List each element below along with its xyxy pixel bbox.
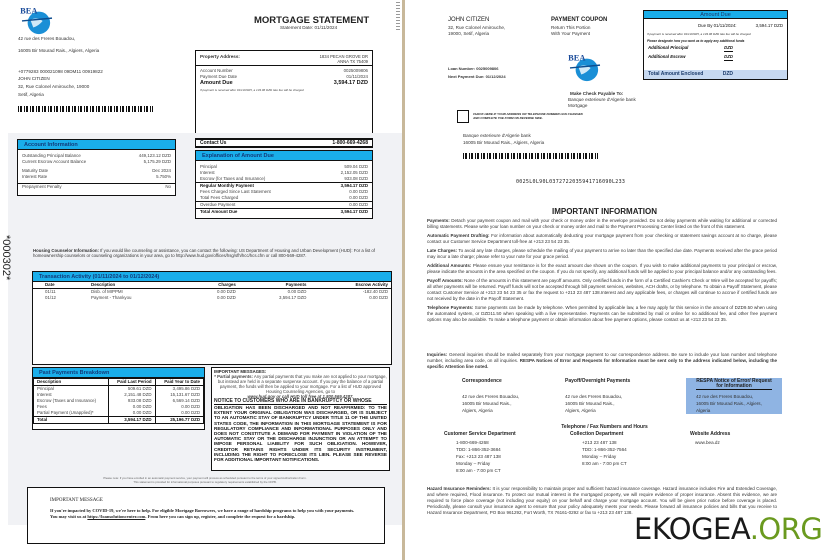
address-change-checkbox[interactable] (457, 110, 469, 123)
explanation-row (196, 182, 372, 189)
payoff-address (565, 378, 665, 414)
additional-escrow-label: Additional Escrow (648, 54, 686, 59)
property-label: Property Address: (200, 54, 240, 59)
row-value: 449,123.12 DZD (138, 153, 171, 158)
payable-to: Banque exterieure d'Algerie bank (568, 97, 636, 102)
explanation-row (196, 208, 372, 215)
row-label: Current Escrow Account Balance (22, 159, 87, 164)
column-header: Description (91, 282, 116, 287)
address-change-label: CHECK HERE IF YOUR ADDRESS OR TELEPHONE NUMBER HAS CHANGED AND COMPLETE THE FORM ON REVERSE SIDE. (473, 112, 583, 120)
phone-column-title: Website Address (690, 431, 731, 437)
page-title: MORTGAGE STATEMENT (254, 15, 370, 26)
phone-line: 8:00 am - 7:00 pm CT (582, 461, 627, 466)
table-cell: Interest (34, 392, 109, 398)
property-line-1: 1834 PECAN GROVE DR (319, 54, 368, 59)
loan-number: Loan Number: 0025009806 (448, 66, 499, 71)
info-paragraph (427, 218, 777, 230)
bankruptcy-notice: OBLIGATION HAS BEEN DISCHARGED AND NOT REAFFIRMED: TO THE EXTENT YOUR ORIGINAL OBLIGATION WAS DISCHARGED, OR IS SUBJECT TO AN AUTOMATIC STAY OF BANKRUPTCY UNDER TITLE 11 OF THE UNITED STATES CODE, THE INFORMATION IN THIS MORTGAGE STATEMENT IS FOR REGULATORY COMPLIANCE AND INFORMATIONAL PURPOSES ONLY AND DOES NOT CONSTITUTE A DEMAND FOR PAYMENT IN VIOLATION OF THE AUTOMATIC STAY OR THE DISCHARGE INJUNCTION OR AN ATTEMPT TO IMPOSE PERSONAL LIABILITY FOR SUCH OBLIGATION. HOWEVER, CREDITOR RETAINS RIGHTS UNDER ITS SECURITY INSTRUMENT, INCLUDING THE RIGHT TO FORECLOSE ITS LIEN. PLEASE SEE REVERSE FOR ADDITIONAL IMPORTANT NOTIFICATIONS. (214, 405, 387, 463)
hazard-insurance: Hazard Insurance Reminders: It is your responsibility to maintain proper and sufficient hazard insurance coverage. Hazard insurance includes Fire and Extended Coverage, and where required, Flood insurance. To protect our mutual interest in the mortgaged property, we will require evidence of proper insurance. Absent this evidence, we are required to force place coverage (not including your equity) on your behalf and charge your mortgage account. You will be given prior notice before coverage is placed. Periodically, please consult your insurance agent to ensure that your policy adequately meets your needs. Please forward all insurance policies and bills that you receive to Hazard Insurance Department, PO Box 961292, Fort Worth, TX 76161-0292 or fax to +213 23 487 138. (427, 486, 777, 515)
important-information-title: IMPORTANT INFORMATION (551, 207, 658, 216)
table-cell: Partial Payment (Unapplied)* (34, 410, 109, 417)
column-header: Payments (285, 282, 307, 287)
info-paragraph (427, 233, 777, 245)
row-value: 5,175.29 DZD (143, 159, 171, 164)
collection-department (570, 431, 680, 467)
postal-barcode (18, 106, 153, 112)
address-title: Payoff/Overnight Payments (565, 378, 631, 384)
table-cell: Fees (34, 404, 109, 410)
customer-service (444, 431, 554, 474)
table-cell: 0.00 DZD (155, 410, 203, 417)
table-cell: 25,196.77 DZD (155, 417, 203, 424)
row-label: Prepayment Penalty (22, 184, 62, 189)
info-paragraph (427, 278, 777, 302)
property-box (195, 50, 373, 138)
total-enclosed-label: Total Amount Enclosed (648, 71, 704, 77)
address-line: Algeria (696, 408, 711, 413)
phone-line: +213 23 487 138 (582, 440, 617, 445)
table-cell: 0.00 DZD (287, 289, 307, 294)
table-cell: 15,131.67 DZD (155, 392, 203, 398)
table-cell: 0.00 DZD (217, 295, 236, 300)
correspondence-address (462, 378, 562, 414)
row-value: 0.00 DZD (349, 195, 368, 200)
coupon-amount: 3,594.17 DZD (755, 23, 783, 28)
important-information-body (427, 218, 777, 326)
row-value: 0.00 DZD (349, 202, 368, 207)
paragraph-label: Additional Amounts: (427, 263, 472, 268)
row-value: Dec 2024 (152, 168, 171, 173)
amount-due: 3,594.17 DZD (333, 80, 368, 86)
paragraph-label: Telephone Payments: (427, 305, 474, 310)
housing-counselor-info: Housing Counselor Information: If you would like counseling or assistance, you can contact the following: US Department of Housing and Urban Development (HUD): For a list of homeownership counselors or counseling organizations in your area, go to http://www.hud.gov/offices/hsg/sfh/hcc/hcs.cfm or call 800-569-4287. (33, 248, 375, 258)
due-date: 01/11/2024 (346, 74, 368, 79)
customer-name: JOHN CITIZEN (18, 76, 50, 81)
account-number: 0025009806 (343, 68, 368, 73)
row-value: 2,152.05 DZD (340, 170, 368, 175)
row-value: 933.08 DZD (344, 176, 368, 181)
margin-code (396, 2, 400, 32)
phone-line[interactable]: www.bea.dz (695, 440, 720, 445)
table-row (33, 295, 391, 301)
address-line: 42 rue des Freres Bouadou, (696, 394, 754, 399)
table-cell: Principal (34, 386, 109, 393)
table-cell: 0.00 DZD (108, 404, 155, 410)
phone-column-title: Collection Department (570, 431, 624, 437)
paragraph-label: Payoff Amounts: (427, 278, 463, 283)
address-line: 16005 Bir Mourad Rais., Algiers, (696, 401, 762, 406)
account-info-row (18, 174, 175, 180)
address-line: 16005 Bir Mourad Rais., (462, 401, 512, 406)
watermark: EKOGEA.ORG (634, 512, 822, 546)
address-line: Algiers, Algeria (462, 408, 493, 413)
account-information-box (17, 139, 176, 196)
scanline: 0025L0L90L0372722035941716090L233 (516, 179, 626, 185)
transaction-activity-header: Transaction Activity (01/11/2024 to 01/12/2024) (33, 272, 391, 282)
table-cell: 933.08 DZD (108, 398, 155, 404)
contact-phone[interactable]: 1-800-669-4268 (332, 140, 368, 146)
info-paragraph (427, 248, 777, 260)
account-information-header: Account Information (18, 140, 175, 150)
column-header: Charges (218, 282, 236, 287)
row-label: Total Amount Due (200, 209, 238, 214)
coupon-customer-name: JOHN CITIZEN (448, 17, 490, 23)
info-paragraph (427, 263, 777, 275)
row-label: Interest (200, 170, 215, 175)
property-line-2: ANNA TX 75409 (337, 59, 368, 64)
info-paragraph (427, 305, 777, 323)
fine-print: Please note: If you have enrolled in an automatic payment service, your payment will process as scheduled pursuant to the terms of your signed Authorization Form. This statement is provided for informational purposes pursuant to regulatory requirements established by the CFPB. (103, 476, 307, 484)
additional-principal-label: Additional Principal (648, 45, 689, 50)
important-messages-title: IMPORTANT MESSAGES: (214, 369, 267, 374)
column-header: Date (45, 282, 55, 287)
row-label: Principal (200, 164, 217, 169)
remit-address: 16005 Bir Mourad Rais., Algiers, Algeria (463, 140, 545, 145)
loan-solution-link[interactable]: https://loansolutioncenter.com (87, 513, 146, 519)
coupon-title: PAYMENT COUPON (551, 17, 608, 23)
next-payment-due: Next Payment Due: 01/12/2024 (448, 74, 506, 79)
contact-label: Contact Us (200, 140, 227, 146)
row-label: Fees Charged Since Last Statement (200, 189, 271, 194)
paragraph-label: Automatic Payment Drafting: (427, 233, 490, 238)
column-header: Paid Last Period (108, 379, 155, 386)
paragraph-text: Some payments can be made by telephone. When permitted by applicable law, a fee may apply for this service in the amount of DZD9.50 when using the automated system, or DZD11.50 when speaking with a live representative. Payments can be submitted by mail or online for no additional fee, and other free payment options may also be available. To make a telephone payment or obtain information about free payment options, please contact us at +213 23 54 23 35. (427, 305, 777, 322)
row-label: Interest Rate (22, 174, 48, 179)
table-cell: 3,495.86 DZD (155, 386, 203, 393)
bank-address-2: 16005 Bir Mourad Rais., Algiers, Algeria (18, 48, 100, 53)
contact-box (195, 138, 373, 148)
table-cell: 01/12 (45, 295, 56, 300)
respa-address (686, 378, 782, 414)
phone-line: 1-800-669-4268 (456, 440, 489, 445)
phone-title: Telephone / Fax Numbers and Hours (561, 424, 648, 430)
statement-date: Statement Date: 01/11/2024 (280, 25, 338, 30)
additional-escrow-input[interactable]: DZD (724, 54, 733, 59)
address-title: Correspondence (462, 378, 502, 384)
phone-line: Fax: +213 23 487 138 (456, 454, 501, 459)
due-by-label: Due By 01/11/2024: (698, 23, 737, 28)
coupon-amount-due-box (643, 10, 788, 80)
address-line: 42 rue des Freres Bouadou, (462, 394, 520, 399)
phone-line: Monday – Friday (456, 461, 491, 466)
transaction-table (33, 282, 391, 301)
table-cell: 0.00 DZD (369, 295, 388, 300)
address-line: 42 rue des Freres Bouadou, (565, 394, 623, 399)
paragraph-text: Detach your payment coupon and mail with your check or money order in the envelope provided. Do not delay payments while waiting for additional or corrected billing statements. Please write your loan number on your check or money order and mail to the Payment Processing Center listed on the front of this statement. (427, 218, 777, 229)
paragraph-label: Late Charges: (427, 248, 458, 253)
coupon-customer-address: 32, Rue Colonel Amirouche, (448, 25, 506, 30)
coupon-subtitle-2: With Your Payment (551, 31, 591, 36)
remit-name: Banque exterieure d'Algerie bank (463, 133, 531, 138)
bea-logo (18, 5, 56, 35)
designate-note: Please designate how you want us to apply any additional funds (647, 39, 745, 43)
important-messages-box: IMPORTANT MESSAGES: * Partial payments: Any partial payments that you make are not applied to your mortgage, but instead are held in a separate suspense account. If you pay the balance of a partial payment, the funds will then be applied to your mortgage. For a list of HUD approved Housing Counseling Agencies, go to www.hud.gov or call HUD toll free at 1.800.569.4287. NOTICE TO CUSTOMERS WHO ARE IN BANKRUPTCY OR WHOSE OBLIGATION HAS BEEN DISCHARGED AND NOT REAFFIRMED: TO THE EXTENT YOUR ORIGINAL OBLIGATION WAS DISCHARGED, OR IS SUBJECT TO AN AUTOMATIC STAY OF BANKRUPTCY UNDER TITLE 11 OF THE UNITED STATES CODE, THE INFORMATION IN THIS MORTGAGE STATEMENT IS FOR REGULATORY COMPLIANCE AND INFORMATIONAL PURPOSES ONLY AND DOES NOT CONSTITUTE A DEMAND FOR PAYMENT IN VIOLATION OF THE AUTOMATIC STAY OR THE DISCHARGE INJUNCTION OR AN ATTEMPT TO IMPOSE PERSONAL LIABILITY FOR SUCH OBLIGATION. HOWEVER, CREDITOR RETAINS RIGHTS UNDER ITS SECURITY INSTRUMENT, INCLUDING THE RIGHT TO FORECLOSE ITS LIEN. PLEASE SEE REVERSE FOR ADDITIONAL IMPORTANT NOTIFICATIONS. (211, 367, 390, 471)
account-info-row (18, 159, 175, 165)
address-line: 16005 Bir Mourad Rais., (565, 401, 615, 406)
paragraph-label: Payments: (427, 218, 450, 223)
bank-address-1: 42 rue des Freres Bouadou, (18, 36, 76, 41)
customer-address: 32, Rue Colonel Amirouche, 19000 (18, 84, 90, 89)
table-cell: Disb. of MIPPMI (91, 289, 123, 294)
covid-text: If you're impacted by COVID-19, we're here to help. For eligible Mortgage Borrowers, we have a range of hardship programs to help you with your payments. You may visit us at https://loansolutioncenter.com. From here you can sign up, register, and complete the request for a hardship. (50, 508, 355, 519)
late-fee-note: If payment is received after 01/13/2025, a 133.06 DZD late fee will be charged (200, 88, 304, 92)
coupon-subtitle-1: Return This Portion (551, 25, 591, 30)
payable-mortgage: Mortgage (568, 103, 588, 108)
table-cell: 2,151.48 DZD (108, 392, 155, 398)
phone-line: 8:00 am - 7:00 pm CT (456, 468, 501, 473)
row-value: 509.04 DZD (344, 164, 368, 169)
explanation-box (195, 150, 373, 219)
row-label: Escrow (for Taxes and Insurance) (200, 176, 266, 181)
customer-city: Setif, Algeria (18, 92, 44, 97)
row-value: 5.750% (156, 174, 171, 179)
paragraph-text: For information about automatically deducting your mortgage payment from your checking or statement savings account at no charge, please contact our Customer Service Department toll-free at +213 23 54 23 35. (427, 233, 777, 244)
row-value: 3,594.17 DZD (340, 183, 368, 188)
table-cell: 01/11 (45, 289, 56, 294)
row-value: 0.00 DZD (349, 189, 368, 194)
table-cell: Payment - Thankyou (91, 295, 132, 300)
coupon-late-note: If payment is received after 01/13/2025, a 133.06 DZD late fee will be charged (647, 32, 751, 36)
phone-line: TDD: 1-866-352-7564 (582, 447, 627, 452)
table-cell: 0.00 DZD (155, 404, 203, 410)
coupon-customer-city: 19000, Setif, Algeria (448, 31, 490, 36)
table-cell: 509.61 DZD (108, 386, 155, 393)
row-value: No (165, 184, 171, 189)
bankruptcy-notice-title: NOTICE TO CUSTOMERS WHO ARE IN BANKRUPTCY OR WHOSE (214, 399, 387, 405)
account-info-row (18, 183, 175, 190)
explanation-row (196, 201, 372, 208)
table-cell: Total (34, 417, 109, 424)
additional-principal-input[interactable]: DZD (724, 45, 733, 50)
column-header: Escrow Activity (355, 282, 388, 287)
row-label: Maturity Date (22, 168, 49, 173)
table-cell: 3,594.17 DZD (279, 295, 307, 300)
column-header: Description (34, 379, 109, 386)
table-cell: -182.40 DZD (362, 289, 388, 294)
inquiries: Inquiries: General inquiries should be mailed separately from your mortgage payment to our correspondence address. Be sure to include your loan number and telephone number, including area code, on all inquiries. RESPA Notices of Error and Requests for Information must be sent only to the address indicated below, including the specific Attention line noted. (427, 352, 777, 369)
phone-line: Monday – Friday (582, 454, 617, 459)
table-cell: 0.00 DZD (108, 410, 155, 417)
remit-barcode (463, 153, 598, 159)
payable-label: Make Check Payable To: (570, 91, 624, 96)
row-value: 3,594.17 DZD (340, 209, 368, 214)
website (690, 431, 770, 446)
explanation-header: Explanation of Amount Due (196, 151, 372, 161)
total-row (34, 417, 204, 424)
bea-logo (566, 52, 604, 82)
page-divider (402, 0, 405, 560)
hud-link[interactable]: www.hud.gov or call HUD toll free at 1.800.569.4287. (247, 394, 354, 399)
row-label: Regular Monthly Payment (200, 183, 254, 188)
amount-due-label: Amount Due (200, 80, 233, 86)
address-title: RESPA Notice of Error/ Request for Information (696, 378, 772, 389)
total-enclosed-input[interactable]: DZD (722, 71, 733, 77)
address-line: Algiers, Algeria (565, 408, 596, 413)
transaction-activity-box (32, 271, 392, 365)
table-cell: 0.00 DZD (217, 289, 236, 294)
covid-title: IMPORTANT MESSAGE (50, 498, 103, 503)
due-date-label: Payment Due Date (200, 74, 238, 79)
covid-message-box (27, 487, 385, 544)
mail-code: +0779283 000021098 09DM11 00919822 (18, 69, 103, 74)
row-label: Outstanding Principal Balance (22, 153, 81, 158)
coupon-amount-due-header: Amount Due (644, 11, 787, 19)
paragraph-text: Please ensure your remittance is for the exact amount due shown on the coupon. If you wish to make additional payments to your principal or escrow, please indicate the amounts in the area specified on the coupon. If you do not specify, any additional funds will be applied to your principal balance and/or any outstanding fees. (427, 263, 777, 274)
paragraph-text: To avoid any late charges, please schedule the mailing of your payment to arrive no later than the specified due date. Payments received after the grace period may incur a late charge; please refer to your note for your grace period. (427, 248, 778, 259)
account-number-label: Account Number (200, 68, 233, 73)
side-code: *000302* (0, 235, 12, 281)
column-header: Paid Year to Date (155, 379, 203, 386)
phone-line: TDD: 1-866-352-3684 (456, 447, 501, 452)
table-cell: 3,594.17 DZD (108, 417, 155, 424)
row-label: Overdue Payment (200, 202, 236, 207)
table-cell: Escrow (Taxes and Insurance) (34, 398, 109, 404)
past-payments-box (32, 367, 205, 430)
row-label: Total Fees Charged (200, 195, 239, 200)
phone-column-title: Customer Service Department (444, 431, 516, 437)
paragraph-text: None of the amounts in this statement are payoff amounts. Only certified funds in the form of a Certified Cashier's Check or Wire will be accepted for payoffs; all other payments will be returned. Payoff funds will not be accepted through bill payment services, websites, ACH drafts, or by telephone. To obtain a Payoff Statement, please contact Customer Service at +213 23 54 23 35 or fax the request to +213 23 487 138.Interest and any applicable fees, or charges will continue to accrue if certified funds are not received by the date in the Payoff Statement. (427, 278, 777, 301)
past-payments-table (33, 378, 204, 424)
table-cell: 6,569.14 DZD (155, 398, 203, 404)
past-payments-header: Past Payments Breakdown (33, 368, 204, 378)
